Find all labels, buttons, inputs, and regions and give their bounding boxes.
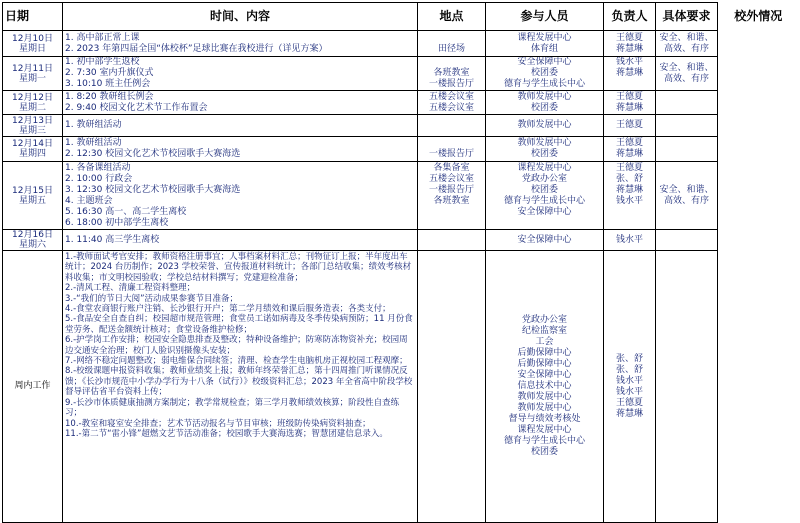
location-cell <box>418 137 486 162</box>
location-cell <box>418 162 486 230</box>
location-cell <box>418 115 486 137</box>
responsible-line: 钱水平 <box>615 234 643 245</box>
header-location: 地点 <box>418 3 486 31</box>
location-line: 五楼会议室 <box>428 173 474 184</box>
off-campus-cell <box>718 162 799 230</box>
weekday-text: 星期四 <box>18 149 46 159</box>
responsible-line: 王德夏 <box>615 91 643 102</box>
content-line: 1. 11:40 高三学生离校 <box>65 234 160 245</box>
weekly-row <box>3 251 799 523</box>
participants-cell <box>486 230 604 251</box>
weekday-text: 星期五 <box>18 195 46 206</box>
participant-line: 党政办公室 <box>521 173 567 184</box>
content-line: 4. 主题班会 <box>65 195 113 206</box>
content-line: 2. 12:30 校园文化艺术节校园歌手大赛海选 <box>65 149 241 159</box>
content-line: 6. 18:00 初中部学生离校 <box>65 217 169 228</box>
header-row <box>3 3 799 31</box>
weekly-content-line: 3.-“我们的节日大阅”活动成果参赛节目准备； <box>65 293 238 304</box>
weekly-content-line: 4.-食堂农商银行账户注销、长沙银行开户；第二学月绩效和课后服务造表；各类支付； <box>65 304 391 315</box>
participant-line: 课程发展中心 <box>517 425 572 435</box>
date-text: 12月12日 <box>12 92 53 103</box>
responsible-line: 王德夏 <box>615 120 643 130</box>
off-campus-cell <box>718 57 799 91</box>
date-cell <box>3 230 63 251</box>
participant-line: 体育组 <box>530 43 558 54</box>
table-row <box>3 162 799 230</box>
content-cell <box>63 162 418 230</box>
weekly-content-line: 6.-护学岗工作安排；校园安全隐患排查及整改；特种设备维护；防寒防冻物资补充；校园周边交通安全治理；校门人脸识别摄像头安装； <box>65 335 408 356</box>
requirements-cell <box>656 31 718 57</box>
content-line: 2. 7:30 室内升旗仪式 <box>65 68 154 78</box>
content-line: 2. 10:00 行政会 <box>65 173 133 184</box>
location-line: 各集备室 <box>433 162 470 173</box>
schedule-sheet <box>2 2 798 523</box>
header-off-campus: 校外情况 <box>718 3 799 31</box>
header-responsible: 负责人 <box>604 3 656 31</box>
weekly-label: 周内工作 <box>3 251 63 523</box>
responsible-line: 王德夏 <box>615 162 643 173</box>
participant-line: 课程发展中心 <box>517 162 572 173</box>
participant-line: 后勤保障中心 <box>517 359 572 369</box>
location-line: 五楼会议室 <box>428 102 474 113</box>
responsible-cell <box>604 31 656 57</box>
content-cell <box>63 57 418 91</box>
responsible-cell <box>604 57 656 91</box>
responsible-line <box>606 218 653 229</box>
location-line <box>420 57 483 68</box>
participant-line: 教师发展中心 <box>517 120 572 130</box>
responsible-line: 张、舒 <box>615 173 643 184</box>
location-cell <box>418 31 486 57</box>
weekday-text: 星期日 <box>18 43 46 54</box>
header-content: 时间、内容 <box>63 3 418 31</box>
responsible-line: 张、舒 <box>615 364 643 375</box>
participant-line: 教师发展中心 <box>517 392 572 402</box>
location-line <box>420 138 483 149</box>
content-cell <box>63 91 418 115</box>
participant-line: 安全保障中心 <box>517 206 572 217</box>
responsible-line: 蒋慧琳 <box>615 43 643 54</box>
participant-line: 德育与学生成长中心 <box>503 436 585 446</box>
date-text: 12月16日 <box>12 230 53 240</box>
content-cell <box>63 230 418 251</box>
date-text: 12月14日 <box>12 139 53 149</box>
participants-cell <box>486 91 604 115</box>
requirements-cell <box>656 57 718 91</box>
requirements-cell <box>656 91 718 115</box>
participant-line: 督导与绩效考核处 <box>508 414 581 424</box>
requirements-cell <box>656 137 718 162</box>
participant-line: 校团委 <box>530 447 558 457</box>
off-campus-cell <box>718 91 799 115</box>
table-row <box>3 91 799 115</box>
responsible-line: 王德夏 <box>615 397 643 408</box>
weekly-content-line: 5.-食品安全自查自纠；校园超市规范管理；食堂员工诺如病毒及冬季传染病预防；11 月份食堂劳务、配送金额统计核对；食堂设备维护检修； <box>65 314 413 335</box>
weekly-location-cell <box>418 251 486 523</box>
participant-line: 校团委 <box>530 184 558 195</box>
content-line: 2. 9:40 校园文化艺术节工作布置会 <box>65 102 208 113</box>
participant-line: 安全保障中心 <box>517 234 572 245</box>
requirements-cell <box>656 162 718 230</box>
off-campus-cell <box>718 115 799 137</box>
responsible-line: 蒋慧琳 <box>615 184 643 195</box>
date-text: 12月11日 <box>12 63 53 74</box>
participant-line: 教师发展中心 <box>517 91 572 102</box>
schedule-table <box>2 2 799 523</box>
participant-line: 德育与学生成长中心 <box>503 195 585 206</box>
responsible-line: 王德夏 <box>615 32 643 43</box>
content-line: 3. 12:30 校园文化艺术节校园歌手大赛海选 <box>65 184 241 195</box>
content-line: 1. 高中部正常上课 <box>65 32 140 43</box>
participant-line: 教师发展中心 <box>517 403 572 413</box>
date-text: 12月13日 <box>12 115 53 126</box>
location-line: 一楼报告厅 <box>428 184 474 195</box>
requirements-cell <box>656 230 718 251</box>
participant-line: 教师发展中心 <box>517 138 572 148</box>
date-cell <box>3 31 63 57</box>
off-campus-cell <box>718 230 799 251</box>
weekly-content-line: 11.-第二节“雷小锋”超燃文艺节活动准备；校园歌手大赛海选赛；智慧团建信息录入。 <box>65 428 388 439</box>
responsible-line: 张、舒 <box>615 353 643 364</box>
content-cell <box>63 137 418 162</box>
location-line: 各班教室 <box>433 195 470 206</box>
participant-line: 课程发展中心 <box>517 32 572 43</box>
weekly-content-cell <box>63 251 418 523</box>
responsible-line <box>606 207 653 218</box>
weekly-content-line: 2.-清风工程、清廉工程资料整理； <box>65 283 196 294</box>
weekly-content-line: 10.-教室和寝室安全排查；艺术节活动报名与节目审核；班级防传染病资料抽查； <box>65 418 371 429</box>
table-row <box>3 31 799 57</box>
content-line: 2. 2023 年第四届全国“体校杯”足球比赛在我校进行（详见方案） <box>65 43 328 54</box>
date-text: 12月10日 <box>12 33 53 44</box>
responsible-line: 蒋慧琳 <box>615 102 643 113</box>
date-cell <box>3 57 63 91</box>
requirements-text: 安全、和谐、高效、有序 <box>659 32 714 54</box>
responsible-cell <box>604 91 656 115</box>
header-participants: 参与人员 <box>486 3 604 31</box>
participant-line: 德育与学生成长中心 <box>503 79 585 89</box>
location-cell <box>418 57 486 91</box>
date-cell <box>3 115 63 137</box>
content-cell <box>63 31 418 57</box>
weekly-content-line: 1.-教师面试考官安排；教师资格注册事宜；人事档案材料汇总；刊物征订上报；半年度出车统计；2024 台历制作；2023 学校荣誉、宣传报道材料统计；各部门总结收集；绩效考核材料收集；市文明校园验收；学校总结材料撰写；党建迎检准备； <box>65 252 412 283</box>
responsible-line: 蒋慧琳 <box>615 149 643 159</box>
weekday-text: 星期一 <box>18 73 46 84</box>
weekly-requirements-cell <box>656 251 718 523</box>
participants-cell <box>486 57 604 91</box>
weekday-text: 星期二 <box>18 102 46 113</box>
participants-cell <box>486 31 604 57</box>
location-line: 一楼报告厅 <box>428 79 474 89</box>
responsible-line: 王德夏 <box>615 138 643 148</box>
weekly-off-campus-cell <box>718 251 799 523</box>
location-line: 一楼报告厅 <box>428 149 474 159</box>
weekday-text: 星期三 <box>18 125 46 136</box>
off-campus-cell <box>718 137 799 162</box>
content-line: 1. 8:20 教研组长例会 <box>65 91 154 102</box>
location-line <box>420 33 483 44</box>
content-line: 3. 10:10 班主任例会 <box>65 79 151 89</box>
weekly-content-line: 8.-校级课题申报资料收集；教师业绩奖上报；教师年终荣誉汇总；第十四周推门听课情况反馈；《长沙市规范中小学办学行为十八条（试行）》校级资料汇总；2023 年全省高中阶段学校督导评估省平台资料上传； <box>65 366 413 398</box>
location-line: 五楼会议室 <box>428 91 474 102</box>
date-cell <box>3 162 63 230</box>
responsible-cell <box>604 230 656 251</box>
participant-line <box>488 218 601 229</box>
requirements-cell <box>656 115 718 137</box>
table-row <box>3 137 799 162</box>
weekly-participants-cell <box>486 251 604 523</box>
date-cell <box>3 137 63 162</box>
content-line: 1. 教研组活动 <box>65 120 122 130</box>
off-campus-cell <box>718 31 799 57</box>
table-row <box>3 57 799 91</box>
content-line: 1. 各备课组活动 <box>65 162 131 173</box>
date-text: 12月15日 <box>12 185 53 196</box>
content-line: 5. 16:30 高一、高二学生离校 <box>65 206 187 217</box>
location-line <box>420 207 483 218</box>
content-line: 1. 初中部学生返校 <box>65 57 140 67</box>
table-row <box>3 230 799 251</box>
weekly-content-line: 7.-网络不稳定问题整改；弱电维保合同续签；清理、检查学生电脑机房正视校园工程观摩； <box>65 356 408 367</box>
responsible-line <box>606 79 653 90</box>
responsible-line: 蒋慧琳 <box>615 408 643 419</box>
content-cell <box>63 115 418 137</box>
responsible-line: 钱水平 <box>615 195 643 206</box>
responsible-cell <box>604 137 656 162</box>
table-row <box>3 115 799 137</box>
responsible-cell <box>604 162 656 230</box>
location-line: 田径场 <box>437 43 465 54</box>
responsible-line: 蒋慧琳 <box>615 68 643 78</box>
location-cell <box>418 91 486 115</box>
weekday-text: 星期六 <box>18 240 46 250</box>
participant-line: 校团委 <box>530 102 558 113</box>
weekly-content-line: 9.-长沙市体质健康抽测方案制定；教学常规检查；第三学月教师绩效核算；阶段性自查练习； <box>65 397 400 419</box>
location-cell <box>418 230 486 251</box>
participant-line: 后勤保障中心 <box>517 348 572 358</box>
participant-line: 校团委 <box>530 68 558 78</box>
participant-line: 工会 <box>535 337 554 347</box>
participant-line: 安全保障中心 <box>517 57 572 67</box>
header-requirements: 具体要求 <box>656 3 718 31</box>
location-line <box>420 120 483 131</box>
participants-cell <box>486 137 604 162</box>
responsible-line: 钱水平 <box>615 386 643 397</box>
responsible-line: 钱水平 <box>615 57 643 67</box>
participants-cell <box>486 162 604 230</box>
responsible-cell <box>604 115 656 137</box>
weekly-responsible-cell <box>604 251 656 523</box>
participant-line: 信息技术中心 <box>517 381 572 391</box>
header-date: 日期 <box>3 3 63 31</box>
participant-line: 纪检监察室 <box>521 326 567 336</box>
participants-cell <box>486 115 604 137</box>
requirements-text: 安全、和谐、高效、有序 <box>659 62 714 84</box>
requirements-text: 安全、和谐、高效、有序 <box>659 184 714 206</box>
participant-line: 校团委 <box>530 149 558 159</box>
responsible-line: 钱水平 <box>615 375 643 386</box>
location-line: 各班教室 <box>433 68 470 78</box>
participant-line: 安全保障中心 <box>517 370 572 380</box>
location-line <box>420 218 483 229</box>
location-line <box>420 235 483 246</box>
participant-line: 党政办公室 <box>521 315 567 325</box>
date-cell <box>3 91 63 115</box>
content-line: 1. 教研组活动 <box>65 138 122 148</box>
